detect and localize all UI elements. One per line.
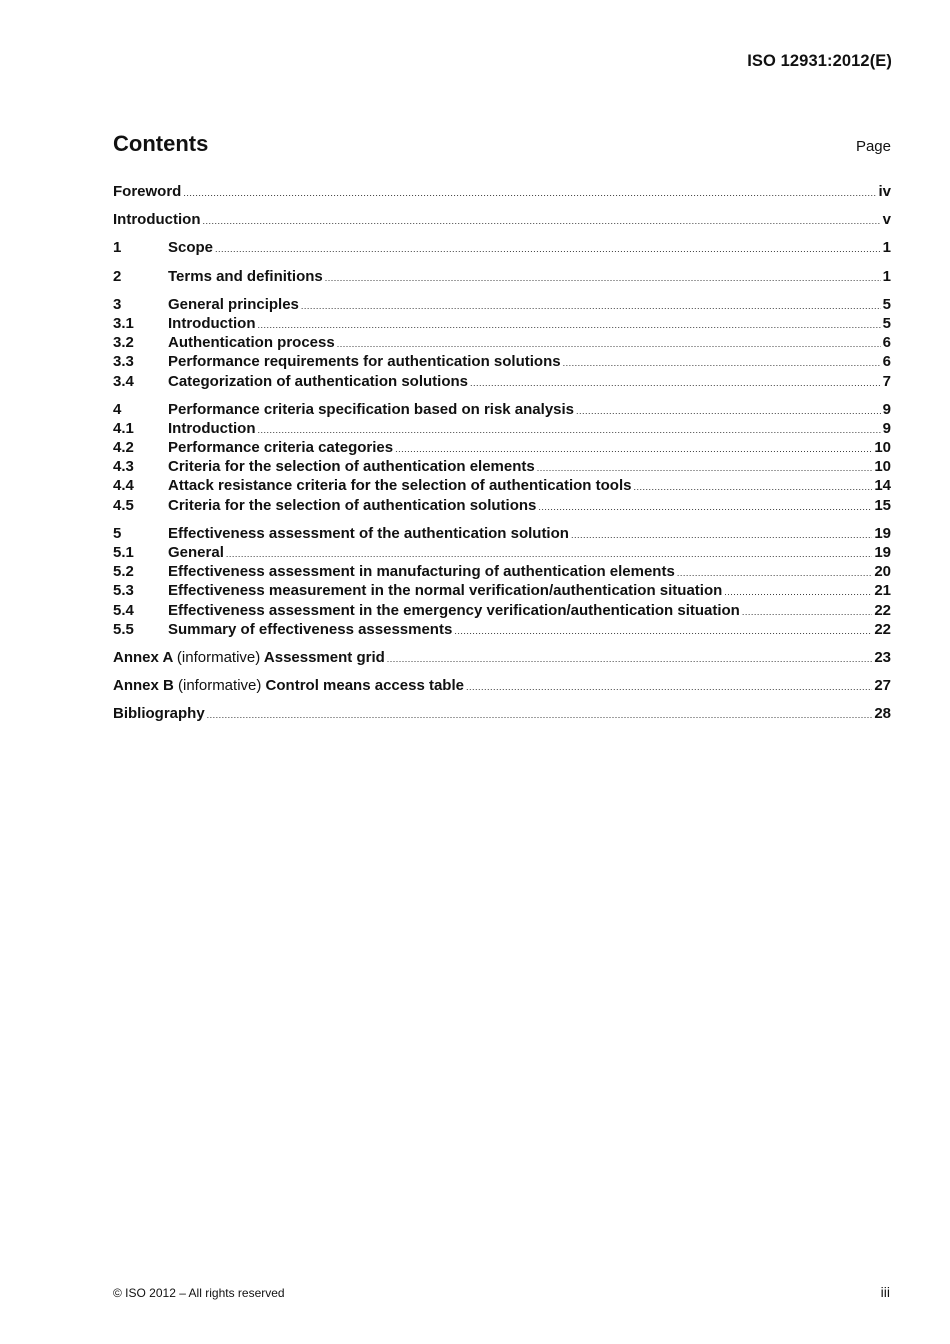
toc-entry-page: 20: [874, 563, 891, 581]
toc-entry-page: 15: [874, 496, 891, 514]
toc-entry-title: Introduction: [168, 314, 256, 332]
toc-entry-page: 10: [874, 458, 891, 476]
toc-entry-title: Performance criteria categories: [168, 439, 394, 457]
toc-entry-number: 4: [113, 400, 122, 418]
toc-entry-title: Attack resistance criteria for the selection of authentication tools: [168, 477, 632, 495]
toc-entry[interactable]: [113, 438, 891, 457]
toc-entry-title: Effectiveness assessment of the authentication solution: [168, 524, 569, 542]
toc-entry-title: Criteria for the selection of authentication solutions: [168, 496, 537, 514]
toc-entry[interactable]: [113, 676, 891, 695]
toc-entry-title: Bibliography: [113, 705, 205, 723]
toc-entry[interactable]: [113, 601, 891, 620]
dot-leader: [215, 240, 881, 259]
dot-leader: [454, 622, 872, 641]
toc-entry-number: 4.3: [113, 458, 134, 476]
toc-entry-number: 4.2: [113, 439, 134, 457]
toc-entry-number: 3.2: [113, 334, 134, 352]
toc-entry-title: Criteria for the selection of authentication elements: [168, 458, 535, 476]
toc-entry-title: Categorization of authentication solutions: [168, 372, 468, 390]
toc-entry-title: Performance requirements for authentication solutions: [168, 353, 561, 371]
footer-copyright: © ISO 2012 – All rights reserved: [113, 1286, 285, 1300]
toc-entry-title: Scope: [168, 239, 214, 257]
toc-entry-page: 1: [882, 267, 891, 285]
toc-entry-page: 14: [874, 477, 891, 495]
dot-leader: [470, 374, 881, 393]
toc-entry-title: Introduction: [113, 211, 201, 229]
contents-title: Contents: [113, 131, 209, 156]
toc-entry-number: 3.3: [113, 353, 134, 371]
toc-entry[interactable]: [113, 496, 891, 515]
toc-entry-title: Effectiveness assessment in the emergency verification/authentication situation: [168, 601, 740, 619]
toc-entry-number: 4.4: [113, 477, 134, 495]
toc-entry-title: Performance criteria specification based on risk analysis: [168, 400, 575, 418]
annex-informative-note: (informative): [178, 677, 262, 695]
toc-entry-page: v: [882, 211, 891, 229]
toc-entry-title: [113, 676, 464, 695]
toc-entry[interactable]: [113, 543, 891, 562]
toc-entry-page: 9: [882, 400, 891, 418]
toc-entry-page: 6: [882, 353, 891, 371]
dot-leader: [538, 498, 872, 517]
toc-entry-number: 5.4: [113, 601, 134, 619]
toc-entry-title: General: [168, 544, 224, 561]
toc-entry[interactable]: [113, 314, 891, 333]
annex-label: Annex B: [113, 677, 174, 695]
toc-entry-page: 7: [882, 372, 891, 390]
toc-entry-page: 1: [882, 239, 891, 257]
toc-entry-number: 4.1: [113, 419, 134, 437]
toc-entry[interactable]: [113, 267, 891, 286]
toc-entry-number: 5.5: [113, 620, 134, 638]
toc-entry[interactable]: [113, 372, 891, 391]
toc-entry[interactable]: [113, 419, 891, 438]
toc-entry-title: Summary of effectiveness assessments: [168, 620, 453, 638]
toc-entry[interactable]: [113, 238, 891, 257]
toc-entry-page: iv: [878, 183, 891, 200]
footer-page-number: iii: [880, 1284, 890, 1300]
page-column-label: Page: [855, 138, 891, 155]
toc-entry-title: General principles: [168, 295, 299, 313]
toc-entry-title: Effectiveness assessment in manufacturing of authentication elements: [168, 563, 675, 581]
toc-entry-page: 22: [874, 620, 891, 638]
toc-entry[interactable]: [113, 476, 891, 495]
toc-entry[interactable]: [113, 210, 891, 229]
toc-entry[interactable]: [113, 400, 891, 419]
toc-entry-page: 5: [882, 314, 891, 332]
toc-entry-page: 6: [882, 334, 891, 352]
toc-entry[interactable]: [113, 620, 891, 639]
toc-entry-title: [113, 648, 385, 667]
toc-entry-title: Effectiveness measurement in the normal verification/authentication situation: [168, 582, 723, 600]
toc-entry[interactable]: [113, 457, 891, 476]
toc-entry[interactable]: [113, 562, 891, 581]
annex-label: Annex A: [113, 648, 173, 666]
toc-entry-page: 10: [874, 439, 891, 457]
toc-entry-page: 23: [874, 648, 891, 666]
toc-entry-number: 5: [113, 524, 122, 542]
dot-leader: [466, 678, 872, 697]
toc-entry[interactable]: [113, 648, 891, 667]
dot-leader: [183, 184, 876, 203]
toc-entry-page: 21: [874, 582, 891, 600]
toc-entry[interactable]: [113, 352, 891, 371]
toc-entry-number: 3: [113, 295, 122, 313]
toc-entry-page: 9: [882, 419, 891, 437]
annex-title: Control means access table: [265, 677, 464, 695]
toc-entry-number: 3.4: [113, 372, 134, 390]
toc-entry[interactable]: [113, 524, 891, 543]
toc-entry-page: 19: [874, 524, 891, 542]
toc-entry-number: 5.1: [113, 544, 134, 561]
toc-entry-page: 27: [874, 677, 891, 695]
dot-leader: [202, 212, 880, 231]
toc-entry-page: 22: [874, 601, 891, 619]
document-id: ISO 12931:2012(E): [747, 52, 892, 70]
table-of-contents: [113, 182, 891, 724]
dot-leader: [207, 706, 873, 725]
toc-entry[interactable]: [113, 333, 891, 352]
toc-entry-title: Terms and definitions: [168, 267, 323, 285]
annex-title: Assessment grid: [263, 648, 385, 666]
dot-leader: [325, 269, 881, 288]
annex-informative-note: (informative): [176, 648, 261, 666]
toc-entry-title: Foreword: [113, 183, 182, 200]
toc-entry-page: 28: [874, 705, 891, 723]
toc-entry[interactable]: [113, 704, 891, 723]
toc-entry-number: 5.2: [113, 563, 134, 581]
toc-entry-page: 5: [882, 295, 891, 313]
toc-entry-page: 19: [874, 544, 891, 561]
dot-leader: [387, 650, 873, 669]
toc-entry-number: 5.3: [113, 582, 134, 600]
toc-entry-title: Introduction: [168, 419, 256, 437]
toc-entry[interactable]: [113, 182, 891, 201]
toc-entry-title: Authentication process: [168, 334, 335, 352]
toc-entry-number: 1: [113, 239, 122, 257]
toc-entry[interactable]: [113, 295, 891, 314]
toc-entry-number: 3.1: [113, 314, 134, 332]
toc-entry[interactable]: [113, 581, 891, 600]
toc-entry-number: 2: [113, 267, 122, 285]
toc-entry-number: 4.5: [113, 496, 134, 514]
